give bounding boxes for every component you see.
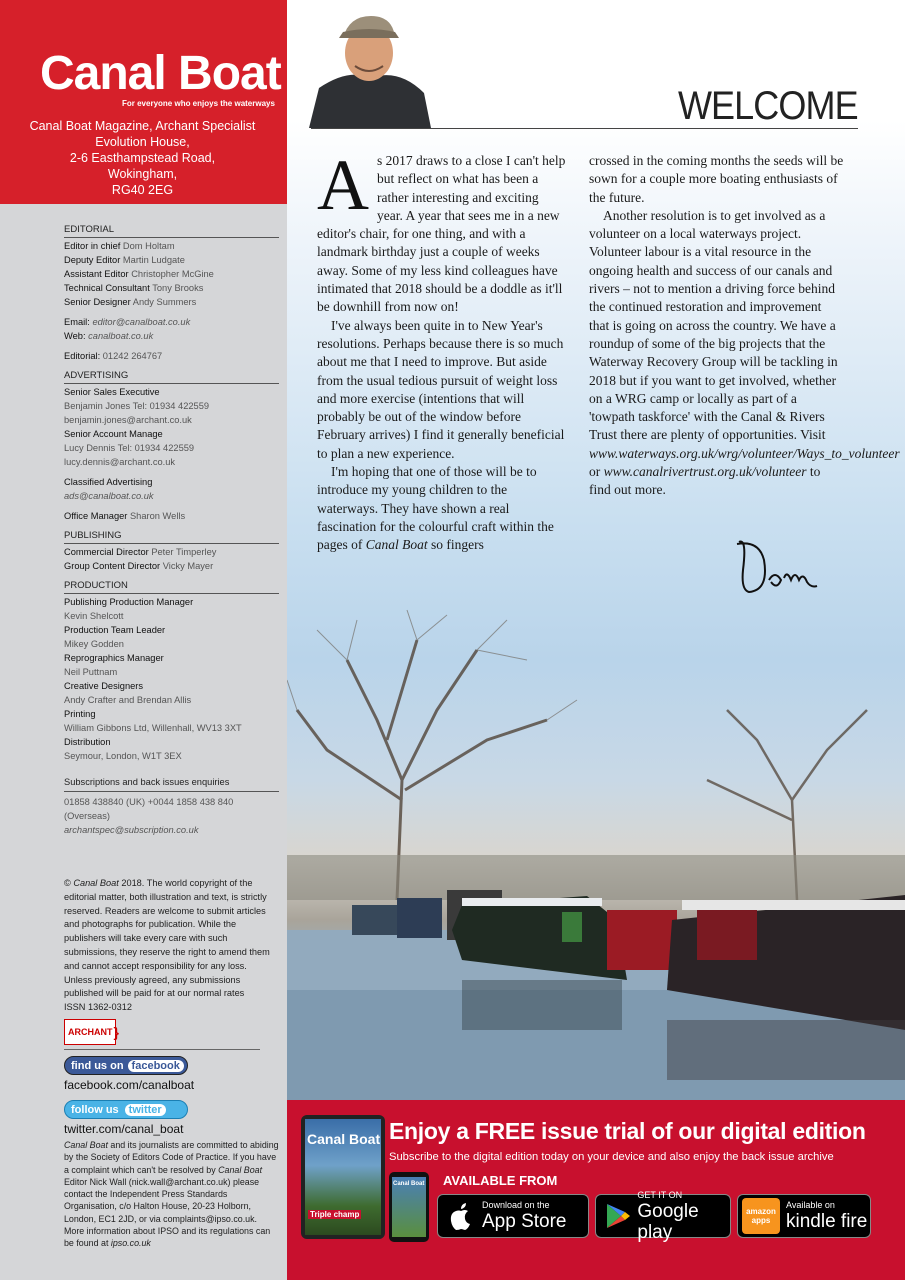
editor-portrait xyxy=(309,8,431,128)
google-play-button[interactable]: GET IT ON Google play xyxy=(595,1194,731,1238)
kindle-fire-button[interactable]: amazon apps Available on kindle fire xyxy=(737,1194,871,1238)
advertising-heading: ADVERTISING xyxy=(64,369,279,384)
heading-rule xyxy=(311,128,858,129)
production-heading: PRODUCTION xyxy=(64,579,279,594)
available-from: AVAILABLE FROM xyxy=(443,1173,558,1188)
drop-cap: A xyxy=(317,145,369,225)
staff-row: Senior Designer Andy Summers xyxy=(64,297,197,307)
staff-row: Assistant Editor Christopher McGine xyxy=(64,269,214,279)
web-row: Web: canalboat.co.uk xyxy=(64,331,154,341)
editorial-heading: EDITORIAL xyxy=(64,223,279,238)
facebook-icon: facebook xyxy=(128,1060,184,1072)
staff-row: Technical Consultant Tony Brooks xyxy=(64,283,204,293)
google-play-icon xyxy=(604,1201,631,1231)
canal-photo xyxy=(287,600,905,1100)
twitter-link[interactable]: twitter.com/canal_boat xyxy=(64,1122,184,1136)
archant-logo: ARCHANT } xyxy=(64,1019,116,1045)
classified-email-link[interactable]: ads@canalboat.co.uk xyxy=(64,491,154,501)
digital-edition-banner xyxy=(287,1100,905,1280)
subscriptions-info: Subscriptions and back issues enquiries 01858 438840 (UK) +0044 1858 438 840 (Overseas) archantspec@subscription.co.uk xyxy=(64,775,279,837)
magazine-phone: Canal Boat xyxy=(389,1172,429,1242)
welcome-page xyxy=(287,0,905,1100)
ipso-notice: Canal Boat and its journalists are committed to abiding by the Society of Editors Code of Practice. If you have a complaint which can't be resolved by Canal Boat Editor Nick Wall (nick.wall@archant.co.uk) please contact the Independent Press Standards Organisation, c/o Halton House, 20-23 Holborn, London, EC1 2JD, or via complaints@ipso.co.uk. More information about IPSO and its regulations can be found at ipso.co.uk xyxy=(64,1140,279,1249)
website-link[interactable]: canalboat.co.uk xyxy=(88,331,154,341)
twitter-icon: twitter xyxy=(125,1104,166,1116)
crt-volunteer-link[interactable]: www.canalrivertrust.org.uk/volunteer xyxy=(603,464,807,480)
staff-row: Deputy Editor Martin Ludgate xyxy=(64,255,185,265)
facebook-badge[interactable]: find us on facebook xyxy=(64,1056,188,1075)
masthead xyxy=(0,0,287,204)
svg-text:Dom: Dom xyxy=(729,530,732,531)
app-store-button[interactable]: Download on the App Store xyxy=(437,1194,589,1238)
sidebar xyxy=(0,0,287,1280)
magazine-tablet: Canal Boat Triple champ xyxy=(301,1115,385,1239)
copyright-notice: © Canal Boat 2018. The world copyright of the editorial matter, both illustration and text, is strictly reserved. Readers are welcome to submit articles and photographs for publication. While the publishers will take every care with such submissions, they reserve the right to amend them and cannot accept responsibility for any loss. Unless previously agreed, any submissions published will be paid for at our normal rates ISSN 1362-0312 xyxy=(64,878,270,1013)
apple-icon xyxy=(446,1201,476,1231)
wrg-volunteer-link[interactable]: www.waterways.org.uk/wrg/volunteer/Ways_to_volunteer xyxy=(589,445,900,461)
facebook-link[interactable]: facebook.com/canalboat xyxy=(64,1078,195,1092)
article-column-2: crossed in the coming months the seeds will be sown for a couple more boating enthusiasts of the future. Another resolution is to get involved as a volunteer on a local waterways project. Volunteer labour is a vital resource in the ongoing health and success of our canals and rivers – not to mention a driving force behind the continued restoration and improvement that is going on across the country. We have a roundup of some of the big projects that the Waterway Recovery Group will be tackling in 2018 but if you want to get involved, whether on a WRG camp or locally as part of a 'towpath taskforce' with the Canal & Rivers Trust there are plenty of opportunities. Visit www.waterways.org.uk/wrg/volunteer/Ways_to_volunteer or www.canalrivertrust.org.uk/volunteer to find out more. xyxy=(589,153,900,498)
editor-signature xyxy=(729,530,829,605)
staff-row: Editor in chief Dom Holtam xyxy=(64,241,175,251)
welcome-heading: WELCOME xyxy=(678,84,858,128)
staff-directory: EDITORIAL Editor in chief Dom Holtam Deputy Editor Martin Ludgate Assistant Editor Christopher McGine Technical Consultant Tony Brooks Senior Designer Andy Summers Email: editor@canalboat.co.uk Web: canalboat.co.uk Editorial: 01242 264767 ADVERTISING Senior Sales Executive Benjamin Jones Tel: 01934 422559 benjamin.jones@archant.co.uk Senior Account Manage Lucy Dennis Tel: 01934 422559 lucy.dennis@archant.co.uk Classified Advertising ads@canalboat.co.uk Office Manager Sharon Wells PUBLISHING Commercial Director Peter Timperley Group Content Director Vicky Mayer PRODUCTION Publishing Production Manager Kevin Shelcott Production Team Leader Mikey Godden Reprographics Manager Neil Puttnam Creative Designers Andy Crafter and Brendan Allis Printing William Gibbons Ltd, Willenhall, WV13 3XT Distribution Seymour, London, W1T 3EX xyxy=(64,217,279,763)
ipso-link[interactable]: ipso.co.uk xyxy=(110,1238,151,1249)
subscriptions-email-link[interactable]: archantspec@subscription.co.uk xyxy=(64,825,199,835)
editor-email-link[interactable]: editor@canalboat.co.uk xyxy=(92,317,191,327)
divider xyxy=(64,1049,260,1050)
brand-logo: Canal Boat xyxy=(40,47,281,100)
publisher-address: Canal Boat Magazine, Archant Specialist Evolution House, 2-6 Easthampstead Road, Wokingham, RG40 2EG xyxy=(29,119,256,197)
banner-subline: Subscribe to the digital edition today on your device and also enjoy the back issue archive xyxy=(389,1151,834,1163)
phone-row: Editorial: 01242 264767 xyxy=(64,351,163,361)
article-column-1: As 2017 draws to a close I can't help but reflect on what has been a rather interesting and exciting year. A year that sees me in a new editor's chair, for one thing, and with a landmark birthday just a couple of weeks away. Some of my less kind colleagues have intimated that 2018 should be a doddle as it'll be downhill from now on! I've always been quite in to New Year's resolutions. Perhaps because there is so much about me that I need to improve. But aside from the usual tedious pursuit of weight loss and more exercise (intentions that will probably be out of the window before February arrives) I find it generally beneficial to plan a new experience. I'm hoping that one of those will be to introduce my young children to the waterways. They have shown a real fascination for the colourful craft within the pages of Canal Boat so fingers xyxy=(317,145,566,553)
brand-tagline: For everyone who enjoys the waterways xyxy=(122,99,275,108)
amazon-apps-icon: amazon apps xyxy=(742,1198,780,1234)
banner-headline: Enjoy a FREE issue trial of our digital edition xyxy=(389,1118,866,1144)
publishing-heading: PUBLISHING xyxy=(64,529,279,544)
email-row: Email: editor@canalboat.co.uk xyxy=(64,317,191,327)
twitter-badge[interactable]: follow us twitter xyxy=(64,1100,188,1119)
